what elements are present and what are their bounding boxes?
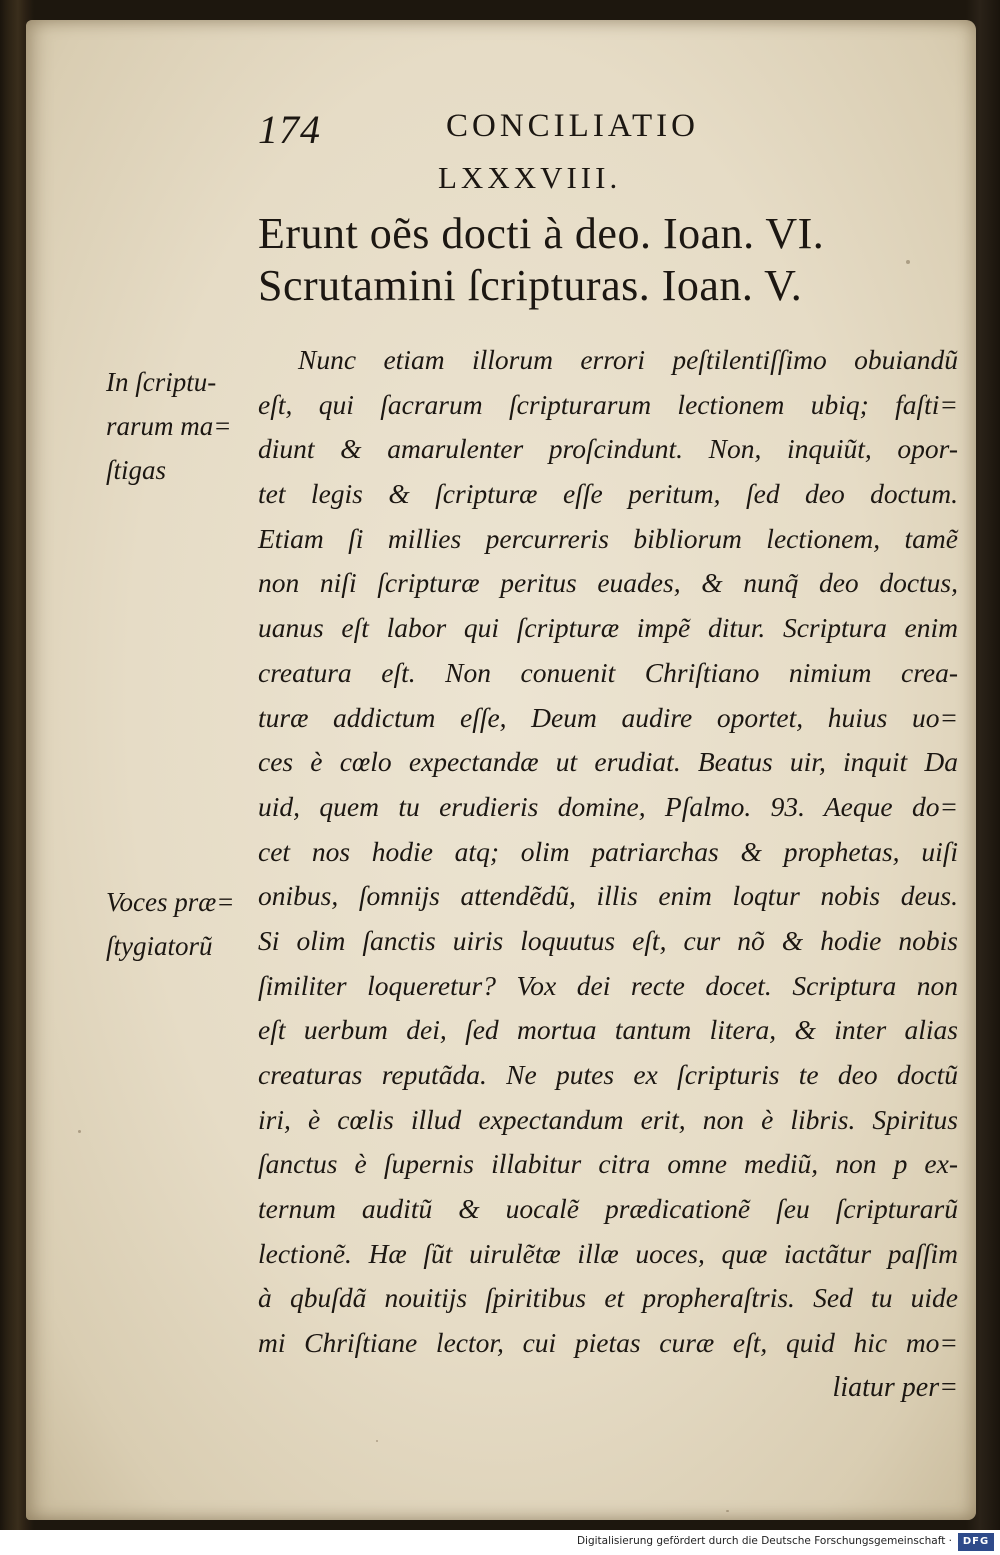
body-line: iri, è cœlis illud expectandum erit, non è libris. Spiritus [258,1103,958,1135]
footer-credit: Digitalisierung gefördert durch die Deutsche Forschungsgemeinschaft · [576,1535,952,1547]
heading-line: Erunt oẽs docti à deo. Ioan. VI. [258,209,825,258]
body-line: Si olim ſanctis uiris loquutus eſt, cur nõ & hodie nobis [258,924,958,956]
body-line: Etiam ſi millies percurreris bibliorum lectionem, tamẽ [258,522,958,554]
body-line: uid, quem tu erudieris domine, Pſalmo. 93. Aeque do= [258,790,958,822]
digitization-footer [0,1530,1000,1555]
book-page [26,20,976,1520]
body-line: uanus eſt labor qui ſcripturæ impẽ ditur. Scriptura enim [258,612,958,644]
body-line: tet legis & ſcripturæ eſſe peritum, ſed deo doctum. [258,478,958,510]
running-head [26,106,976,154]
running-title: CONCILIATIO [446,108,699,144]
margin-note-line: ſtigas [106,455,167,485]
body-line: diunt & amarulenter proſcindunt. Non, inquiũt, opor- [258,433,958,465]
margin-note [106,880,266,968]
body-line: onibus, ſomnijs attendẽdũ, illis enim loqtur nobis deus. [258,880,958,912]
body-line: eſt, qui ſacrarum ſcripturarum lectionem ubiq; faſti= [258,388,958,420]
body-line: ſimiliter loqueretur? Vox dei recte docet. Scriptura non [258,969,958,1001]
body-line: creaturas reputãda. Ne putes ex ſcripturis te deo doctũ [258,1059,958,1090]
body-line: à qbuſdã nouitijs ſpiritibus et propheraſtris. Sed tu uide [258,1282,958,1314]
body-line: cet nos hodie atq; olim patriarchas & prophetas, uiſi [258,835,958,867]
margin-note-line: ſtygiatorũ [106,931,213,961]
margin-note-line: rarum ma= [106,411,232,441]
body-line: mi Chriſtiane lector, cui pietas curæ eſt, quid hic mo= [258,1327,958,1359]
body-line: ſanctus è ſupernis illabitur citra omne mediũ, non p ex- [258,1148,958,1180]
margin-note-line: In ſcriptu- [106,367,217,397]
page-number: 174 [258,107,321,152]
body-line: ces è cœlo expectandæ ut erudiat. Beatus uir, inquit Da [258,746,958,778]
body-line: turæ addictum eſſe, Deum audire oportet, huius uo= [258,701,958,733]
catchword: liatur per= [832,1371,958,1403]
body-line: eſt uerbum dei, ſed mortua tantum litera, & inter alias [258,1014,958,1046]
body-line: non niſi ſcripturæ peritus euades, & nunq̃ deo doctus, [258,567,958,599]
body-line: lectionẽ. Hæ ſũt uirulẽtæ illæ uoces, quæ iactãtur paſſim [258,1237,958,1269]
margin-note [106,360,266,492]
body-line: creatura eſt. Non conuenit Chriſtiano nimium crea- [258,656,958,688]
body-text [258,338,958,1411]
body-line: ternum auditũ & uocalẽ prædicationẽ ſeu ſcripturarũ [258,1193,958,1225]
margin-note-line: Voces præ= [106,887,235,917]
heading-line: Scrutamini ſcripturas. Ioan. V. [258,261,803,310]
dfg-logo: DFG [958,1533,994,1551]
section-number: LXXXVIII. [438,160,622,195]
body-line: Nunc etiam illorum errori peſtilentiſſimo obuiandũ [298,344,958,375]
